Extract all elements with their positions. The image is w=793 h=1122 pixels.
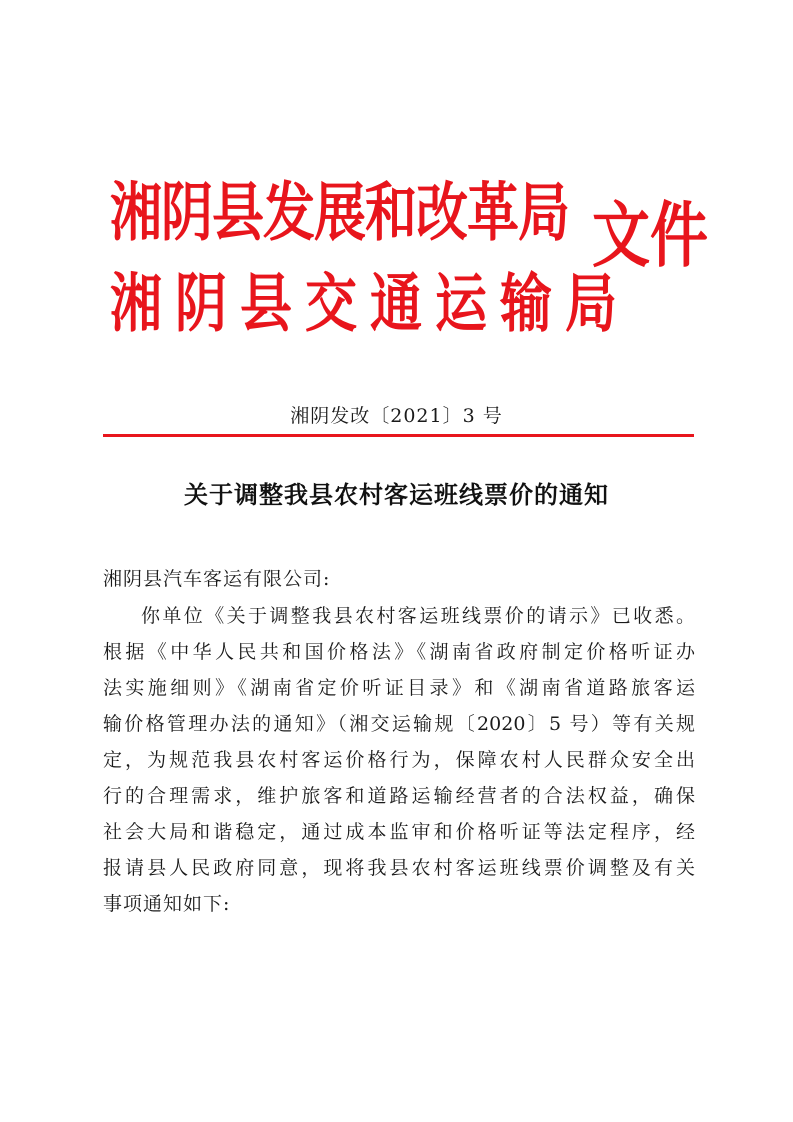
body-paragraph — [103, 598, 695, 922]
red-divider-line — [103, 434, 694, 437]
body-line: 行的合理需求，维护旅客和道路运输经营者的合法权益，确保 — [103, 785, 695, 807]
addressee: 湘阴县汽车客运有限公司: — [103, 568, 331, 590]
body-line: 法实施细则》《湖南省定价听证目录》和《湖南省道路旅客运 — [103, 677, 695, 699]
document-word: 文件 — [592, 193, 709, 277]
red-header — [0, 0, 793, 380]
document-number: 湘阴发改〔2021〕3 号 — [290, 405, 503, 427]
body-line: 定，为规范我县农村客运价格行为，保障农村人民群众安全出 — [103, 749, 695, 771]
body-line: 事项通知如下: — [103, 893, 231, 915]
document-title: 关于调整我县农村客运班线票价的通知 — [184, 480, 609, 509]
body-line: 你单位《关于调整我县农村客运班线票价的请示》已收悉。 — [141, 605, 695, 627]
body-line: 根据《中华人民共和国价格法》《湖南省政府制定价格听证办 — [103, 641, 695, 663]
issuer-line-2: 湘阴县交通运输局 — [110, 268, 631, 342]
body-line: 报请县人民政府同意，现将我县农村客运班线票价调整及有关 — [103, 857, 695, 879]
body-line: 社会大局和谐稳定，通过成本监审和价格听证等法定程序，经 — [103, 821, 695, 843]
issuer-line-1: 湘阴县发展和改革局 — [110, 177, 570, 251]
body-line: 输价格管理办法的通知》（湘交运输规〔2020〕5 号）等有关规 — [103, 713, 695, 735]
